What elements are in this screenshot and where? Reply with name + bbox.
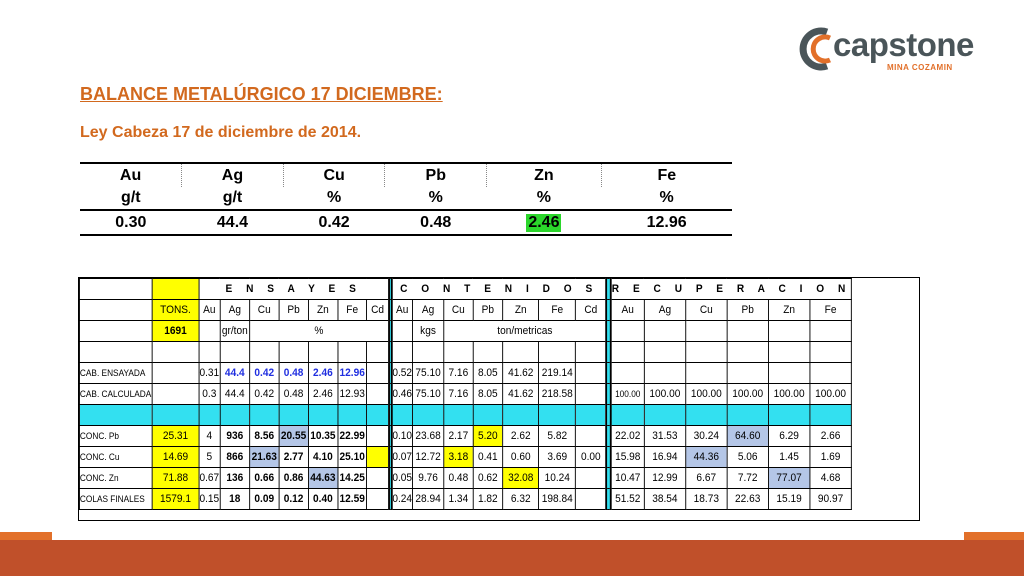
recuperacion-cell: 38.54 [644, 489, 685, 510]
balance-metalurgico-table-frame [78, 277, 920, 521]
empty-cell [199, 321, 220, 342]
tons-cell: 1579.1 [152, 489, 198, 510]
footer-accent-left [0, 532, 52, 540]
recuperacion-cell: 16.94 [644, 447, 685, 468]
ensaye-cell: 25.10 [338, 447, 367, 468]
ley-value: 44.4 [182, 210, 284, 235]
empty-cell [644, 321, 685, 342]
ensaye-cell: 44.4 [220, 363, 250, 384]
band-cell [810, 405, 852, 426]
ensaye-cell: 14.25 [338, 468, 367, 489]
unit-cell: % [250, 321, 389, 342]
empty-cell [686, 342, 727, 363]
empty-cell [539, 342, 576, 363]
col-header: Ag [412, 300, 443, 321]
row-label: CAB. CALCULADA [79, 384, 152, 405]
ensaye-cell: 10.35 [308, 426, 337, 447]
empty-cell [611, 342, 644, 363]
empty-cell [768, 342, 809, 363]
contenido-cell: 0.62 [473, 468, 502, 489]
unit-cell: kgs [412, 321, 443, 342]
ley-elements-row [80, 163, 732, 187]
col-header: Pb [727, 300, 768, 321]
contenido-cell: 3.18 [444, 447, 473, 468]
table-row [79, 363, 851, 384]
contenido-cell [576, 426, 607, 447]
empty-cell [686, 321, 727, 342]
contenido-cell: 12.72 [412, 447, 443, 468]
recuperacion-cell: 7.72 [727, 468, 768, 489]
band-cell [473, 405, 502, 426]
ensaye-cell: 0.42 [250, 384, 279, 405]
tons-cell [152, 363, 198, 384]
empty-cell [412, 342, 443, 363]
recuperacion-cell [727, 363, 768, 384]
band-cell [391, 405, 412, 426]
ley-value: 0.30 [80, 210, 182, 235]
contenido-cell: 75.10 [412, 363, 443, 384]
band-cell [727, 405, 768, 426]
band-cell [152, 405, 198, 426]
contenido-cell: 6.32 [503, 489, 539, 510]
band-cell [768, 405, 809, 426]
recuperacion-cell: 30.24 [686, 426, 727, 447]
column-header-row [79, 300, 851, 321]
ley-unit: g/t [121, 189, 141, 206]
tons-total: 1691 [152, 321, 198, 342]
ensaye-cell: 18 [220, 489, 250, 510]
contenido-cell: 8.05 [473, 363, 502, 384]
empty-cell [576, 342, 607, 363]
ley-element: Fe [601, 163, 732, 187]
col-header: Au [199, 300, 220, 321]
empty-cell [503, 342, 539, 363]
recuperacion-cell: 4.68 [810, 468, 852, 489]
col-header: Ag [644, 300, 685, 321]
col-header: Pb [279, 300, 308, 321]
balance-metalurgico-table [79, 278, 852, 510]
contenido-cell: 9.76 [412, 468, 443, 489]
contenido-cell: 10.24 [539, 468, 576, 489]
ley-element: Ag [182, 163, 284, 187]
row-label: COLAS FINALES [79, 489, 152, 510]
table-row [79, 447, 851, 468]
ley-unit: % [428, 189, 443, 206]
footer-accent-right [964, 532, 1024, 540]
ensaye-cell: 22.99 [338, 426, 367, 447]
ley-element: Zn [487, 163, 602, 187]
col-header: Zn [308, 300, 337, 321]
band-cell [250, 405, 279, 426]
recuperacion-cell: 6.29 [768, 426, 809, 447]
recuperacion-cell [644, 363, 685, 384]
ensaye-cell: 936 [220, 426, 250, 447]
ensaye-cell [367, 468, 389, 489]
ensaye-cell [367, 489, 389, 510]
empty-cell [810, 321, 852, 342]
ensaye-cell: 0.67 [199, 468, 220, 489]
col-header: Ag [220, 300, 250, 321]
contenido-cell: 0.00 [576, 447, 607, 468]
row-label: CONC. Cu [79, 447, 152, 468]
contenido-cell: 41.62 [503, 363, 539, 384]
contenido-cell [576, 363, 607, 384]
capstone-c-icon [797, 24, 837, 74]
table-row [79, 489, 851, 510]
ensaye-cell: 4.10 [308, 447, 337, 468]
contenido-cell: 8.05 [473, 384, 502, 405]
contenido-cell: 0.05 [391, 468, 412, 489]
band-cell [686, 405, 727, 426]
contenido-cell: 0.52 [391, 363, 412, 384]
ensaye-cell [367, 426, 389, 447]
ensaye-cell [367, 363, 389, 384]
ensaye-cell: 0.48 [279, 363, 308, 384]
contenido-cell: 5.20 [473, 426, 502, 447]
tons-cell: 14.69 [152, 447, 198, 468]
contenido-cell: 198.84 [539, 489, 576, 510]
blank-row [79, 342, 851, 363]
ensaye-cell: 136 [220, 468, 250, 489]
col-header: Cu [686, 300, 727, 321]
contenido-cell: 0.24 [391, 489, 412, 510]
col-header: Cu [250, 300, 279, 321]
ensaye-cell: 0.40 [308, 489, 337, 510]
recuperacion-cell: 100.00 [727, 384, 768, 405]
row-label: CONC. Zn [79, 468, 152, 489]
contenido-cell: 0.10 [391, 426, 412, 447]
recuperacion-cell: 15.19 [768, 489, 809, 510]
band-cell [644, 405, 685, 426]
recuperacion-cell: 100.00 [810, 384, 852, 405]
ley-unit: % [536, 189, 552, 206]
ensaye-cell: 0.15 [199, 489, 220, 510]
ensaye-cell: 2.46 [308, 384, 337, 405]
ensaye-cell: 12.59 [338, 489, 367, 510]
contenido-cell: 1.82 [473, 489, 502, 510]
ensaye-cell: 0.42 [250, 363, 279, 384]
ley-value: 12.96 [601, 210, 732, 235]
recuperacion-cell: 77.07 [768, 468, 809, 489]
contenido-cell: 0.46 [391, 384, 412, 405]
ley-value: 0.42 [283, 210, 385, 235]
empty-cell [644, 342, 685, 363]
contenido-cell: 0.60 [503, 447, 539, 468]
ley-values-row [80, 210, 732, 235]
ley-unit: % [659, 189, 674, 206]
contenido-cell: 0.48 [444, 468, 473, 489]
recuperacion-cell: 51.52 [611, 489, 644, 510]
ensaye-cell: 0.48 [279, 384, 308, 405]
ensaye-cell: 0.09 [250, 489, 279, 510]
col-header: Zn [503, 300, 539, 321]
tons-label: TONS. [152, 300, 198, 321]
contenidos-header: C O N T E N I D O S [391, 279, 606, 300]
ensaye-cell: 12.96 [338, 363, 367, 384]
col-header: Fe [539, 300, 576, 321]
band-cell [539, 405, 576, 426]
band-cell [308, 405, 337, 426]
contenido-cell: 2.17 [444, 426, 473, 447]
ley-units-row [80, 187, 732, 210]
ensaye-cell: 20.55 [279, 426, 308, 447]
recuperacion-cell: 22.63 [727, 489, 768, 510]
contenido-cell: 7.16 [444, 384, 473, 405]
ensaye-cell: 0.31 [199, 363, 220, 384]
recuperacion-cell: 6.67 [686, 468, 727, 489]
empty-cell [444, 342, 473, 363]
col-header: Fe [810, 300, 852, 321]
contenido-cell: 218.58 [539, 384, 576, 405]
units-row [79, 321, 851, 342]
capstone-logo [797, 24, 974, 76]
contenido-cell: 0.41 [473, 447, 502, 468]
recuperacion-cell: 12.99 [644, 468, 685, 489]
empty-cell [391, 321, 412, 342]
ley-value: 0.48 [385, 210, 487, 235]
contenido-cell: 219.14 [539, 363, 576, 384]
ensaye-cell: 4 [199, 426, 220, 447]
col-header: Au [611, 300, 644, 321]
band-cell [503, 405, 539, 426]
contenido-cell [576, 489, 607, 510]
table-row [79, 468, 851, 489]
empty-cell [810, 342, 852, 363]
empty-cell [338, 342, 367, 363]
tons-cell: 71.88 [152, 468, 198, 489]
recuperacion-cell: 22.02 [611, 426, 644, 447]
ensaye-cell: 2.46 [308, 363, 337, 384]
empty-cell [279, 342, 308, 363]
band-cell [367, 405, 389, 426]
ensaye-cell: 5 [199, 447, 220, 468]
ley-element: Pb [385, 163, 487, 187]
contenido-cell [576, 384, 607, 405]
recuperacion-header: R E C U P E R A C I O N [611, 279, 852, 300]
row-label: CAB. ENSAYADA [79, 363, 152, 384]
ensaye-cell: 2.77 [279, 447, 308, 468]
logo-wordmark: capstone [833, 26, 974, 63]
recuperacion-cell: 90.97 [810, 489, 852, 510]
empty-cell [611, 321, 644, 342]
band-cell [444, 405, 473, 426]
row-label: CONC. Pb [79, 426, 152, 447]
empty-cell [79, 342, 152, 363]
band-cell [611, 405, 644, 426]
empty-cell [308, 342, 337, 363]
recuperacion-cell [686, 363, 727, 384]
col-header: Cu [444, 300, 473, 321]
contenido-cell: 2.62 [503, 426, 539, 447]
band-cell [412, 405, 443, 426]
header-group-row [79, 279, 851, 300]
col-header: Pb [473, 300, 502, 321]
recuperacion-cell: 1.69 [810, 447, 852, 468]
page-title: BALANCE METALÚRGICO 17 DICIEMBRE: [80, 84, 443, 104]
contenido-cell: 0.07 [391, 447, 412, 468]
footer-band [0, 540, 1024, 576]
contenido-cell: 7.16 [444, 363, 473, 384]
ensaye-cell: 21.63 [250, 447, 279, 468]
empty-cell [250, 342, 279, 363]
empty-cell [727, 342, 768, 363]
contenido-cell: 75.10 [412, 384, 443, 405]
recuperacion-cell: 31.53 [644, 426, 685, 447]
ensaye-cell: 44.4 [220, 384, 250, 405]
empty-cell [79, 321, 152, 342]
band-cell [79, 405, 152, 426]
col-header: Zn [768, 300, 809, 321]
recuperacion-cell: 100.00 [686, 384, 727, 405]
band-cell [199, 405, 220, 426]
ensaye-cell: 0.86 [279, 468, 308, 489]
contenido-cell: 23.68 [412, 426, 443, 447]
band-cell [279, 405, 308, 426]
ensaye-cell: 866 [220, 447, 250, 468]
ley-unit: g/t [222, 189, 243, 206]
ley-cabeza-subtitle: Ley Cabeza 17 de diciembre de 2014. [80, 124, 362, 141]
empty-cell [768, 321, 809, 342]
col-header: Cd [576, 300, 607, 321]
ley-element: Cu [283, 163, 385, 187]
logo-subtitle: MINA COZAMIN [887, 63, 953, 72]
ensayes-header: E N S A Y E S [199, 279, 389, 300]
col-header: Fe [338, 300, 367, 321]
col-header: Cd [367, 300, 389, 321]
tons-cell [152, 384, 198, 405]
tons-cell: 25.31 [152, 426, 198, 447]
recuperacion-cell: 18.73 [686, 489, 727, 510]
ensaye-cell: 0.66 [250, 468, 279, 489]
recuperacion-cell [768, 363, 809, 384]
recuperacion-cell: 44.36 [686, 447, 727, 468]
contenido-cell [576, 468, 607, 489]
recuperacion-cell [611, 363, 644, 384]
empty-cell [199, 342, 220, 363]
recuperacion-cell: 2.66 [810, 426, 852, 447]
band-cell [576, 405, 607, 426]
ensaye-cell: 12.93 [338, 384, 367, 405]
recuperacion-cell [810, 363, 852, 384]
recuperacion-cell: 10.47 [611, 468, 644, 489]
recuperacion-cell: 64.60 [727, 426, 768, 447]
empty-cell [152, 279, 198, 300]
ley-cabeza-table [80, 162, 732, 236]
col-header: Au [391, 300, 412, 321]
contenido-cell: 32.08 [503, 468, 539, 489]
contenido-cell: 3.69 [539, 447, 576, 468]
unit-cell: ton/metricas [444, 321, 607, 342]
empty-cell [391, 342, 412, 363]
ensaye-cell [367, 447, 389, 468]
empty-cell [727, 321, 768, 342]
cyan-band-row [79, 405, 851, 426]
contenido-cell: 5.82 [539, 426, 576, 447]
ensaye-cell: 0.3 [199, 384, 220, 405]
recuperacion-cell: 100.00 [611, 384, 644, 405]
contenido-cell: 1.34 [444, 489, 473, 510]
ensaye-cell: 8.56 [250, 426, 279, 447]
empty-cell [79, 300, 152, 321]
ley-value-zn [487, 210, 602, 235]
contenido-cell: 28.94 [412, 489, 443, 510]
recuperacion-cell: 100.00 [768, 384, 809, 405]
ley-unit: % [326, 189, 342, 206]
recuperacion-cell: 15.98 [611, 447, 644, 468]
ley-value-zn-highlight: 2.46 [528, 213, 560, 231]
recuperacion-cell: 1.45 [768, 447, 809, 468]
empty-cell [152, 342, 198, 363]
recuperacion-cell: 100.00 [644, 384, 685, 405]
empty-cell [79, 279, 152, 300]
recuperacion-cell: 5.06 [727, 447, 768, 468]
table-row [79, 426, 851, 447]
ensaye-cell: 44.63 [308, 468, 337, 489]
ensaye-cell: 0.12 [279, 489, 308, 510]
ley-element: Au [80, 163, 182, 187]
table-row [79, 384, 851, 405]
empty-cell [220, 342, 250, 363]
contenido-cell: 41.62 [503, 384, 539, 405]
band-cell [220, 405, 250, 426]
empty-cell [473, 342, 502, 363]
empty-cell [367, 342, 389, 363]
unit-cell: gr/ton [220, 321, 250, 342]
band-cell [338, 405, 367, 426]
ensaye-cell [367, 384, 389, 405]
